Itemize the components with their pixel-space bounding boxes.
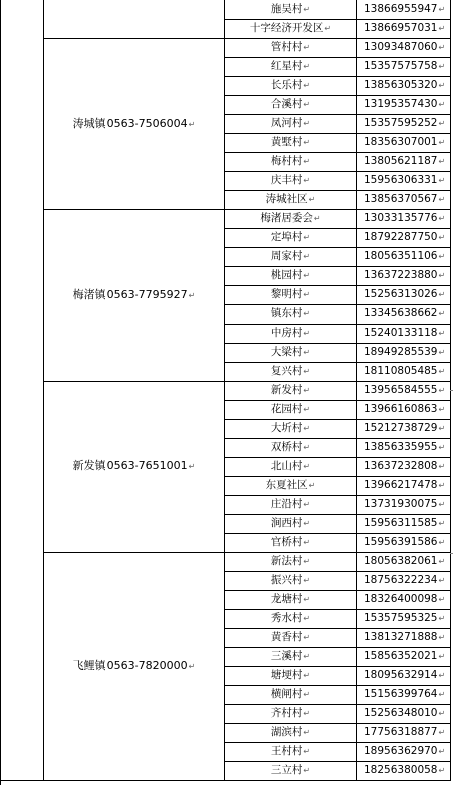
paragraph-mark-icon: ↵ bbox=[438, 271, 446, 281]
paragraph-mark-icon: ↵ bbox=[303, 537, 311, 547]
town-name: 梅渚镇 bbox=[72, 288, 106, 301]
town-name: 涛城镇 bbox=[72, 117, 106, 130]
village-phone-cell bbox=[357, 457, 451, 476]
village-phone: 15212738729 bbox=[364, 421, 438, 434]
town-phone: 0563-7820000 bbox=[106, 659, 188, 672]
paragraph-mark-icon: ↵ bbox=[303, 233, 311, 243]
town-cell bbox=[44, 288, 224, 303]
village-cell bbox=[225, 304, 356, 323]
paragraph-mark-icon: ↵ bbox=[438, 518, 446, 528]
paragraph-mark-icon: ↵ bbox=[303, 423, 311, 433]
village-phone-cell bbox=[357, 19, 451, 38]
village-name: 桃园村 bbox=[270, 269, 303, 282]
paragraph-mark-icon: ↵ bbox=[303, 652, 311, 662]
village-cell bbox=[225, 533, 356, 552]
village-phone: 15156399764 bbox=[364, 688, 438, 701]
village-phone: 18956362970 bbox=[364, 745, 438, 758]
town-divider bbox=[43, 780, 224, 781]
village-phone-cell bbox=[357, 590, 451, 609]
paragraph-mark-icon: ↵ bbox=[303, 594, 311, 604]
village-name: 振兴村 bbox=[270, 573, 303, 586]
village-phone: 13637232808 bbox=[364, 459, 438, 472]
paragraph-mark-icon: ↵ bbox=[438, 176, 446, 186]
village-phone-cell bbox=[357, 495, 451, 514]
village-cell bbox=[225, 114, 356, 133]
village-phone-cell bbox=[357, 609, 451, 628]
village-phone: 18095632914 bbox=[364, 669, 438, 682]
paragraph-mark-icon: ↵ bbox=[438, 461, 446, 471]
village-phone-cell bbox=[357, 343, 451, 362]
village-phone-cell bbox=[357, 476, 451, 495]
village-cell bbox=[225, 628, 356, 647]
village-name: 横闸村 bbox=[270, 688, 303, 701]
village-cell bbox=[225, 362, 356, 381]
village-name: 官桥村 bbox=[270, 535, 303, 548]
village-phone-cell bbox=[357, 95, 451, 114]
paragraph-mark-icon: ↵ bbox=[438, 138, 446, 148]
paragraph-mark-icon: ↵ bbox=[303, 499, 311, 509]
paragraph-mark-icon: ↵ bbox=[438, 5, 446, 14]
village-phone: 15256348010 bbox=[364, 707, 438, 720]
village-phone-cell bbox=[357, 704, 451, 723]
village-name: 庆丰村 bbox=[270, 174, 303, 187]
village-name: 花园村 bbox=[270, 402, 303, 415]
village-phone-cell bbox=[357, 38, 451, 57]
paragraph-mark-icon: ↵ bbox=[303, 404, 311, 414]
paragraph-mark-icon: ↵ bbox=[303, 632, 311, 642]
village-name: 周家村 bbox=[270, 250, 303, 263]
village-phone: 13093487060 bbox=[364, 41, 438, 54]
village-phone: 13866955947 bbox=[364, 3, 438, 15]
paragraph-mark-icon: ↵ bbox=[438, 747, 446, 757]
village-cell bbox=[225, 742, 356, 761]
village-name: 秀水村 bbox=[270, 611, 303, 624]
paragraph-mark-icon: ↵ bbox=[438, 347, 446, 357]
paragraph-mark-icon: ↵ bbox=[438, 652, 446, 662]
village-cell bbox=[225, 666, 356, 685]
paragraph-mark-icon: ↵ bbox=[303, 385, 311, 395]
paragraph-mark-icon: ↵ bbox=[303, 575, 311, 585]
village-name: 凤河村 bbox=[270, 117, 303, 130]
paragraph-mark-icon: ↵ bbox=[438, 442, 446, 452]
village-phone-cell bbox=[357, 114, 451, 133]
village-name: 龙塘村 bbox=[270, 592, 303, 605]
village-name: 十字经济开发区 bbox=[249, 22, 324, 35]
village-phone: 13966160863 bbox=[364, 402, 438, 415]
village-name: 长乐村 bbox=[270, 79, 303, 92]
paragraph-mark-icon: ↵ bbox=[438, 709, 446, 719]
paragraph-mark-icon: ↵ bbox=[303, 62, 311, 72]
village-phone-cell bbox=[357, 228, 451, 247]
village-cell bbox=[225, 704, 356, 723]
village-cell bbox=[225, 590, 356, 609]
village-phone: 18326400098 bbox=[364, 592, 438, 605]
paragraph-mark-icon: ↵ bbox=[438, 233, 446, 243]
village-name: 涛城社区 bbox=[265, 193, 308, 206]
paragraph-mark-icon: ↵ bbox=[438, 594, 446, 604]
village-cell bbox=[225, 723, 356, 742]
village-phone: 18356307001 bbox=[364, 136, 438, 149]
paragraph-mark-icon: ↵ bbox=[438, 328, 446, 338]
paragraph-mark-icon: ↵ bbox=[438, 62, 446, 72]
village-phone-cell bbox=[357, 723, 451, 742]
paragraph-mark-icon: ↵ bbox=[313, 214, 321, 224]
paragraph-mark-icon: ↵ bbox=[303, 518, 311, 528]
paragraph-mark-icon: ↵ bbox=[303, 328, 311, 338]
village-name: 大圻村 bbox=[270, 421, 303, 434]
paragraph-mark-icon: ↵ bbox=[308, 195, 316, 205]
village-phone-cell bbox=[357, 362, 451, 381]
paragraph-mark-icon: ↵ bbox=[303, 5, 311, 14]
village-phone: 15956391586 bbox=[364, 535, 438, 548]
village-phone: 13195357430 bbox=[364, 98, 438, 111]
village-phone-cell bbox=[357, 209, 451, 228]
village-phone-cell bbox=[357, 381, 451, 400]
village-phone-cell bbox=[357, 57, 451, 76]
village-name: 双桥村 bbox=[270, 440, 303, 453]
village-cell bbox=[225, 38, 356, 57]
village-cell bbox=[225, 171, 356, 190]
paragraph-mark-icon: ↵ bbox=[438, 81, 446, 91]
village-phone-cell bbox=[357, 76, 451, 95]
paragraph-mark-icon: ↵ bbox=[303, 671, 311, 681]
village-phone: 15256313026 bbox=[364, 288, 438, 301]
village-cell bbox=[225, 495, 356, 514]
village-phone: 18256380058 bbox=[364, 764, 438, 777]
village-phone-cell bbox=[357, 266, 451, 285]
village-name: 中房村 bbox=[270, 326, 303, 339]
village-phone-cell bbox=[357, 171, 451, 190]
paragraph-mark-icon: ↵ bbox=[188, 120, 196, 129]
village-phone: 15240133118 bbox=[364, 326, 438, 339]
paragraph-mark-icon: ↵ bbox=[438, 43, 446, 53]
village-phone-cell bbox=[357, 647, 451, 666]
village-cell bbox=[225, 400, 356, 419]
paragraph-mark-icon: ↵ bbox=[303, 176, 311, 186]
village-phone: 18949285539 bbox=[364, 345, 438, 358]
village-name: 黄香村 bbox=[270, 630, 303, 643]
paragraph-mark-icon: ↵ bbox=[438, 728, 446, 738]
paragraph-mark-icon: ↵ bbox=[303, 157, 311, 167]
village-cell bbox=[225, 457, 356, 476]
paragraph-mark-icon: ↵ bbox=[438, 366, 446, 376]
paragraph-mark-icon: ↵ bbox=[303, 309, 311, 319]
village-cell bbox=[225, 476, 356, 495]
paragraph-mark-icon: ↵ bbox=[438, 290, 446, 300]
village-phone-cell bbox=[357, 247, 451, 266]
village-cell bbox=[225, 209, 356, 228]
village-phone-cell bbox=[357, 761, 451, 780]
village-name: 庄沿村 bbox=[270, 497, 303, 510]
village-name: 镇东村 bbox=[270, 307, 303, 320]
village-name: 梅村村 bbox=[270, 155, 303, 168]
paragraph-mark-icon: ↵ bbox=[303, 43, 311, 53]
village-cell bbox=[225, 761, 356, 780]
village-name: 合溪村 bbox=[270, 98, 303, 111]
village-phone-cell bbox=[357, 514, 451, 533]
village-name: 王村村 bbox=[270, 745, 303, 758]
village-phone-cell bbox=[357, 304, 451, 323]
village-name: 黄墅村 bbox=[270, 136, 303, 149]
paragraph-mark-icon: ↵ bbox=[438, 537, 446, 547]
village-cell bbox=[225, 514, 356, 533]
village-phone: 13345638662 bbox=[364, 307, 438, 320]
village-cell bbox=[225, 419, 356, 438]
village-name: 黎明村 bbox=[270, 288, 303, 301]
table-left-border bbox=[0, 0, 1, 785]
village-phone: 18056382061 bbox=[364, 554, 438, 567]
village-name: 梅渚居委会 bbox=[260, 212, 313, 225]
village-phone: 17756318877 bbox=[364, 726, 438, 739]
village-cell bbox=[225, 228, 356, 247]
paragraph-mark-icon: ↵ bbox=[438, 157, 446, 167]
village-phone: 13866957031 bbox=[364, 22, 438, 35]
village-phone-cell bbox=[357, 133, 451, 152]
town-cell bbox=[44, 659, 224, 674]
village-name: 新法村 bbox=[270, 554, 303, 567]
paragraph-mark-icon: ↵ bbox=[438, 632, 446, 642]
paragraph-mark-icon: ↵ bbox=[303, 613, 311, 623]
paragraph-mark-icon: ↵ bbox=[188, 291, 196, 300]
village-cell bbox=[225, 381, 356, 400]
village-cell bbox=[225, 133, 356, 152]
village-phone-cell bbox=[357, 285, 451, 304]
paragraph-mark-icon: ↵ bbox=[188, 662, 196, 671]
village-phone: 13856370567 bbox=[364, 193, 438, 206]
paragraph-mark-icon: ↵ bbox=[303, 556, 311, 566]
paragraph-mark-icon: ↵ bbox=[188, 462, 196, 471]
town-phone: 0563-7795927 bbox=[106, 288, 188, 301]
village-phone: 13813271888 bbox=[364, 630, 438, 643]
village-phone: 13856305320 bbox=[364, 79, 438, 92]
paragraph-mark-icon: ↵ bbox=[324, 24, 332, 34]
village-cell bbox=[225, 152, 356, 171]
paragraph-mark-icon: ↵ bbox=[303, 690, 311, 700]
village-cell bbox=[225, 19, 356, 38]
paragraph-mark-icon: ↵ bbox=[303, 728, 311, 738]
village-phone: 13731930075 bbox=[364, 497, 438, 510]
village-phone-cell bbox=[357, 190, 451, 209]
paragraph-mark-icon: ↵ bbox=[438, 24, 446, 34]
village-cell bbox=[225, 57, 356, 76]
village-phone: 15956311585 bbox=[364, 516, 438, 529]
paragraph-mark-icon: ↵ bbox=[308, 480, 316, 490]
town-name: 飞鲤镇 bbox=[72, 659, 106, 672]
village-phone: 13637223880 bbox=[364, 269, 438, 282]
village-name: 施吴村 bbox=[270, 3, 303, 15]
town-divider bbox=[43, 381, 224, 382]
paragraph-mark-icon: ↵ bbox=[438, 575, 446, 585]
village-phone-cell bbox=[357, 666, 451, 685]
town-cell bbox=[44, 117, 224, 132]
village-name: 北山村 bbox=[270, 459, 303, 472]
town-divider bbox=[43, 209, 224, 210]
town-phone: 0563-7506004 bbox=[106, 117, 188, 130]
town-cell bbox=[44, 459, 224, 474]
village-name: 复兴村 bbox=[270, 364, 303, 377]
paragraph-mark-icon: ↵ bbox=[438, 423, 446, 433]
village-phone: 15357575758 bbox=[364, 60, 438, 73]
village-cell bbox=[225, 285, 356, 304]
village-phone-cell bbox=[357, 152, 451, 171]
village-name: 三溪村 bbox=[270, 650, 303, 663]
village-name: 涧西村 bbox=[270, 516, 303, 529]
paragraph-mark-icon: ↵ bbox=[303, 138, 311, 148]
paragraph-mark-icon: ↵ bbox=[303, 100, 311, 110]
village-phone: 18756322234 bbox=[364, 573, 438, 586]
paragraph-mark-icon: ↵ bbox=[303, 766, 311, 776]
village-phone-cell bbox=[357, 552, 451, 571]
village-cell bbox=[225, 247, 356, 266]
village-name: 定埠村 bbox=[270, 231, 303, 244]
paragraph-mark-icon: ↵ bbox=[303, 366, 311, 376]
paragraph-mark-icon: ↵ bbox=[438, 385, 446, 395]
paragraph-mark-icon: ↵ bbox=[438, 214, 446, 224]
paragraph-mark-icon: ↵ bbox=[303, 709, 311, 719]
paragraph-mark-icon: ↵ bbox=[438, 671, 446, 681]
village-name: 塘埂村 bbox=[270, 669, 303, 682]
village-phone: 13033135776 bbox=[364, 212, 438, 225]
paragraph-mark-icon: ↵ bbox=[438, 100, 446, 110]
paragraph-mark-icon: ↵ bbox=[438, 690, 446, 700]
village-cell bbox=[225, 76, 356, 95]
village-cell bbox=[225, 324, 356, 343]
village-cell bbox=[225, 552, 356, 571]
left-column-bottom bbox=[0, 780, 43, 781]
village-phone: 13966217478 bbox=[364, 478, 438, 491]
paragraph-mark-icon: ↵ bbox=[438, 195, 446, 205]
village-phone-cell bbox=[357, 400, 451, 419]
village-phone: 15357595325 bbox=[364, 611, 438, 624]
paragraph-mark-icon: ↵ bbox=[438, 404, 446, 414]
village-name: 大梁村 bbox=[270, 345, 303, 358]
village-phone-cell bbox=[357, 685, 451, 704]
village-cell bbox=[225, 0, 356, 19]
paragraph-mark-icon: ↵ bbox=[438, 119, 446, 129]
village-cell bbox=[225, 571, 356, 590]
village-name: 湖滨村 bbox=[270, 726, 303, 739]
row-divider bbox=[224, 780, 451, 781]
village-cell bbox=[225, 190, 356, 209]
paragraph-mark-icon: ↵ bbox=[303, 461, 311, 471]
paragraph-mark-icon: ↵ bbox=[303, 290, 311, 300]
village-name: 三立村 bbox=[270, 764, 303, 777]
village-phone-cell bbox=[357, 0, 451, 19]
village-phone-cell bbox=[357, 533, 451, 552]
village-phone: 13856335955 bbox=[364, 440, 438, 453]
town-divider bbox=[43, 38, 224, 39]
village-name: 管村村 bbox=[270, 41, 303, 54]
village-phone-cell bbox=[357, 628, 451, 647]
paragraph-mark-icon: ↵ bbox=[438, 499, 446, 509]
village-cell bbox=[225, 438, 356, 457]
village-phone: 15956306331 bbox=[364, 174, 438, 187]
town-divider bbox=[43, 552, 224, 553]
paragraph-mark-icon: ↵ bbox=[438, 480, 446, 490]
paragraph-mark-icon: ↵ bbox=[438, 766, 446, 776]
village-cell bbox=[225, 95, 356, 114]
village-name: 东夏社区 bbox=[265, 478, 308, 491]
village-phone: 18056351106 bbox=[364, 250, 438, 263]
village-cell bbox=[225, 647, 356, 666]
paragraph-mark-icon: ↵ bbox=[303, 81, 311, 91]
village-phone: 15357595252 bbox=[364, 117, 438, 130]
town-name: 新发镇 bbox=[72, 459, 106, 472]
village-cell bbox=[225, 266, 356, 285]
paragraph-mark-icon: ↵ bbox=[303, 442, 311, 452]
paragraph-mark-icon: ↵ bbox=[303, 119, 311, 129]
village-phone-cell bbox=[357, 742, 451, 761]
village-phone-cell bbox=[357, 438, 451, 457]
town-phone: 0563-7651001 bbox=[106, 459, 188, 472]
village-phone: 15856352021 bbox=[364, 650, 438, 663]
paragraph-mark-icon: ↵ bbox=[438, 309, 446, 319]
village-name: 齐村村 bbox=[270, 707, 303, 720]
village-name: 新发村 bbox=[270, 383, 303, 396]
village-cell bbox=[225, 343, 356, 362]
village-phone-cell bbox=[357, 419, 451, 438]
village-phone-cell bbox=[357, 571, 451, 590]
village-phone-cell bbox=[357, 324, 451, 343]
paragraph-mark-icon: ↵ bbox=[438, 556, 446, 566]
village-phone: 18110805485 bbox=[364, 364, 438, 377]
village-cell bbox=[225, 609, 356, 628]
village-phone: 18792287750 bbox=[364, 231, 438, 244]
village-name: 红星村 bbox=[270, 60, 303, 73]
village-cell bbox=[225, 685, 356, 704]
paragraph-mark-icon: ↵ bbox=[303, 252, 311, 262]
paragraph-mark-icon: ↵ bbox=[303, 347, 311, 357]
village-phone: 13805621187 bbox=[364, 155, 438, 168]
village-phone: 13956584555 bbox=[364, 383, 438, 396]
paragraph-mark-icon: ↵ bbox=[438, 613, 446, 623]
paragraph-mark-icon: ↵ bbox=[303, 747, 311, 757]
paragraph-mark-icon: ↵ bbox=[303, 271, 311, 281]
paragraph-mark-icon: ↵ bbox=[438, 252, 446, 262]
